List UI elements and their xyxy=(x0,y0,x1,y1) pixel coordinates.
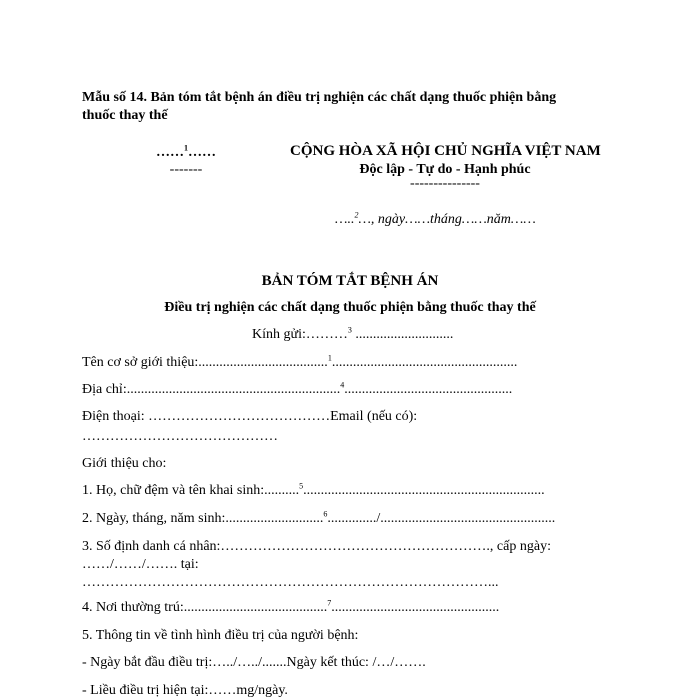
recipient-line xyxy=(252,327,453,343)
field-label: 1. Họ, chữ đệm và tên khai sinh:.......... xyxy=(82,483,300,498)
field-full-name[interactable] xyxy=(82,483,545,499)
field-dots: ..................................................................... xyxy=(303,483,545,498)
footnote-ref: 5 xyxy=(299,481,304,491)
field-label: 4. Nơi thường trú:......................................... xyxy=(82,600,328,615)
agency-dots-after: …… xyxy=(188,145,216,160)
field-label: …………………………………… xyxy=(82,429,278,444)
field-label: 2. Ngày, tháng, năm sinh:............................ xyxy=(82,511,324,526)
field-label: - Liều điều trị hiện tại:……mg/ngày. xyxy=(82,683,288,698)
form-title-line-2: thuốc thay thế xyxy=(82,108,168,123)
field-label: 5. Thông tin về tình hình điều trị của người bệnh: xyxy=(82,628,359,643)
field-label: ……/……/……. tại: xyxy=(82,557,199,572)
field-dots: ................................................ xyxy=(344,382,513,397)
field-personal-id[interactable] xyxy=(82,539,551,555)
date-prefix: ….. xyxy=(335,212,355,227)
form-title-line-1: Mẫu số 14. Bản tóm tắt bệnh án điều trị nghiện các chất dạng thuốc phiện bằng xyxy=(82,90,557,105)
field-label: Điện thoại: …………………………………Email (nếu có): xyxy=(82,409,418,424)
field-date-of-birth[interactable] xyxy=(82,511,555,527)
field-email-continuation[interactable] xyxy=(82,429,278,445)
document-title: BẢN TÓM TẮT BỆNH ÁN xyxy=(261,273,439,289)
field-label: Tên cơ sở giới thiệu:..................................... xyxy=(82,355,328,370)
field-current-dose[interactable] xyxy=(82,683,288,699)
footnote-1: 1 xyxy=(184,143,188,153)
recipient-label: Kính gửi:……… xyxy=(252,327,348,342)
field-treatment-info-heading xyxy=(82,628,358,644)
footnote-ref: 6 xyxy=(323,509,328,519)
field-label: - Ngày bắt đầu điều trị:…../…../.......Ngày kết thúc: /…/……. xyxy=(82,655,426,670)
field-issue-place-continuation[interactable] xyxy=(82,575,499,591)
field-label: Địa chỉ:............................................................. xyxy=(82,382,341,397)
national-title: CỘNG HÒA XÃ HỘI CHỦ NGHĨA VIỆT NAM xyxy=(290,143,601,159)
field-referred-to xyxy=(82,456,166,472)
field-address[interactable] xyxy=(82,382,512,398)
footnote-2: 2 xyxy=(354,210,359,220)
date-text: …, ngày……tháng……năm…… xyxy=(358,212,536,227)
field-treatment-dates[interactable] xyxy=(82,655,426,671)
agency-rule: ------- xyxy=(169,162,203,177)
field-label: ……………………………………………………………………………... xyxy=(82,575,499,590)
field-dots: ..................................................... xyxy=(331,355,518,370)
field-dots: ................................................ xyxy=(331,600,500,615)
footnote-ref: 1 xyxy=(327,353,332,363)
date-line xyxy=(335,212,536,228)
field-label: Giới thiệu cho: xyxy=(82,456,167,471)
recipient-dots: ............................ xyxy=(351,327,454,342)
field-dots: ............../.................................................. xyxy=(327,511,556,526)
document-subtitle: Điều trị nghiện các chất dạng thuốc phiện bằng thuốc thay thế xyxy=(164,300,536,315)
field-referring-facility[interactable] xyxy=(82,355,517,371)
field-permanent-residence[interactable] xyxy=(82,600,499,616)
agency-dots-before: …… xyxy=(156,145,184,160)
national-motto: Độc lập - Tự do - Hạnh phúc xyxy=(359,162,531,177)
field-id-issue-date-place[interactable] xyxy=(82,557,199,573)
motto-rule: --------------- xyxy=(410,176,480,191)
footnote-3: 3 xyxy=(347,325,352,335)
field-phone-email[interactable] xyxy=(82,409,417,425)
footnote-ref: 7 xyxy=(327,598,332,608)
footnote-ref: 4 xyxy=(340,380,345,390)
field-label: 3. Số định danh cá nhân:…………………………………………………., cấp ngày: xyxy=(82,539,551,554)
agency-name-placeholder xyxy=(148,145,224,161)
